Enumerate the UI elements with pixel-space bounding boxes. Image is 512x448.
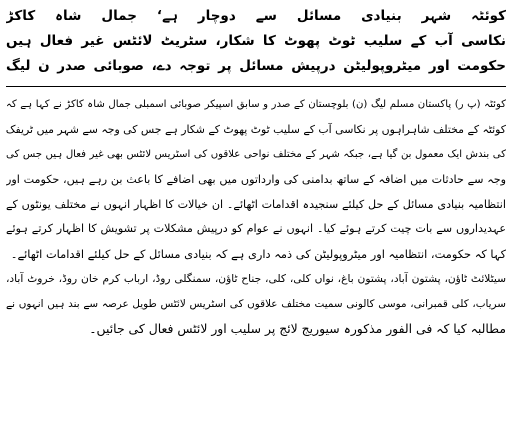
article-body	[6, 93, 506, 341]
body-line-5: انتظامیہ بنیادی مسائل کے حل کیلئے سنجیدہ اقدامات اٹھائے۔ ان خیالات کا اظہار انہوں نے مختلف یونٹوں کے	[6, 197, 506, 211]
body-line-9: سریاب، کلی قمبرانی، موسی کالونی سمیت مختلف علاقوں کی اسٹریس لائٹس طویل عرصہ سے بند ہیں انہوں نے	[6, 297, 506, 310]
headline-line-2: نکاسی آب کے سلیب ٹوٹ پھوٹ کا شکار، سٹریٹ لائٹس غیر فعال ہیں	[6, 32, 506, 49]
body-line-6: عہدیداروں سے بات چیت کرتے ہوئے کیا۔ انہوں نے عوام کو درپیش مشکلات پر تشویش کا اظہار کرتے ہوئے	[6, 222, 506, 236]
body-line-4: وجہ سے حادثات میں اضافہ کے ساتھ بدامنی کی وارداتوں میں بھی اضافے کا باعث بن رہے ہیں، حکومت اور	[6, 172, 506, 186]
headline-line-3: حکومت اور میٹروپولیٹن درپیش مسائل پر توجہ دے، صوبائی صدر ن لیگ	[6, 57, 506, 74]
body-line-8: سیٹلائٹ ٹاؤن، پشتون آباد، پشتون باغ، نواں کلی، کلی، جناح ٹاؤن، سمنگلی روڈ، ارباب کرم خان روڈ، خروٹ آباد،	[6, 271, 506, 285]
body-line-10: مطالبہ کیا کہ فی الفور مذکورہ سیوریج لائج پر سلیب اور لائٹس فعال کی جائیں۔	[89, 320, 506, 336]
body-line-7: کہا کہ حکومت، انتظامیہ اور میٹروپولیٹن کی ذمہ داری ہے کہ بنیادی مسائل کے حل کیلئے اقدامات اٹھائے۔	[10, 247, 506, 262]
article-headline	[6, 4, 506, 78]
headline-divider	[6, 86, 506, 87]
body-line-2: کوئٹہ کے مختلف شاہراہوں پر نکاسی آب کے سلیب ٹوٹ پھوٹ کے شکار ہے جس کی وجہ سے شہر میں ٹریفک	[6, 123, 506, 137]
headline-line-1: کوئٹہ شہر بنیادی مسائل سے دوچار ہے‘ جمال شاہ کاکڑ	[6, 8, 506, 24]
body-line-3: کی بندش ایک معمول بن گیا ہے، جبکہ شہر کے مختلف نواحی علاقوں کی اسٹریس لائٹس بھی غیر فعال ہیں جس کی	[6, 148, 506, 160]
body-line-1: کوئٹہ (پ ر) پاکستان مسلم لیگ (ن) بلوچستان کے صدر و سابق اسپیکر صوبائی اسمبلی جمال شاہ کاکڑ نے کہا ہے کہ	[6, 99, 506, 111]
